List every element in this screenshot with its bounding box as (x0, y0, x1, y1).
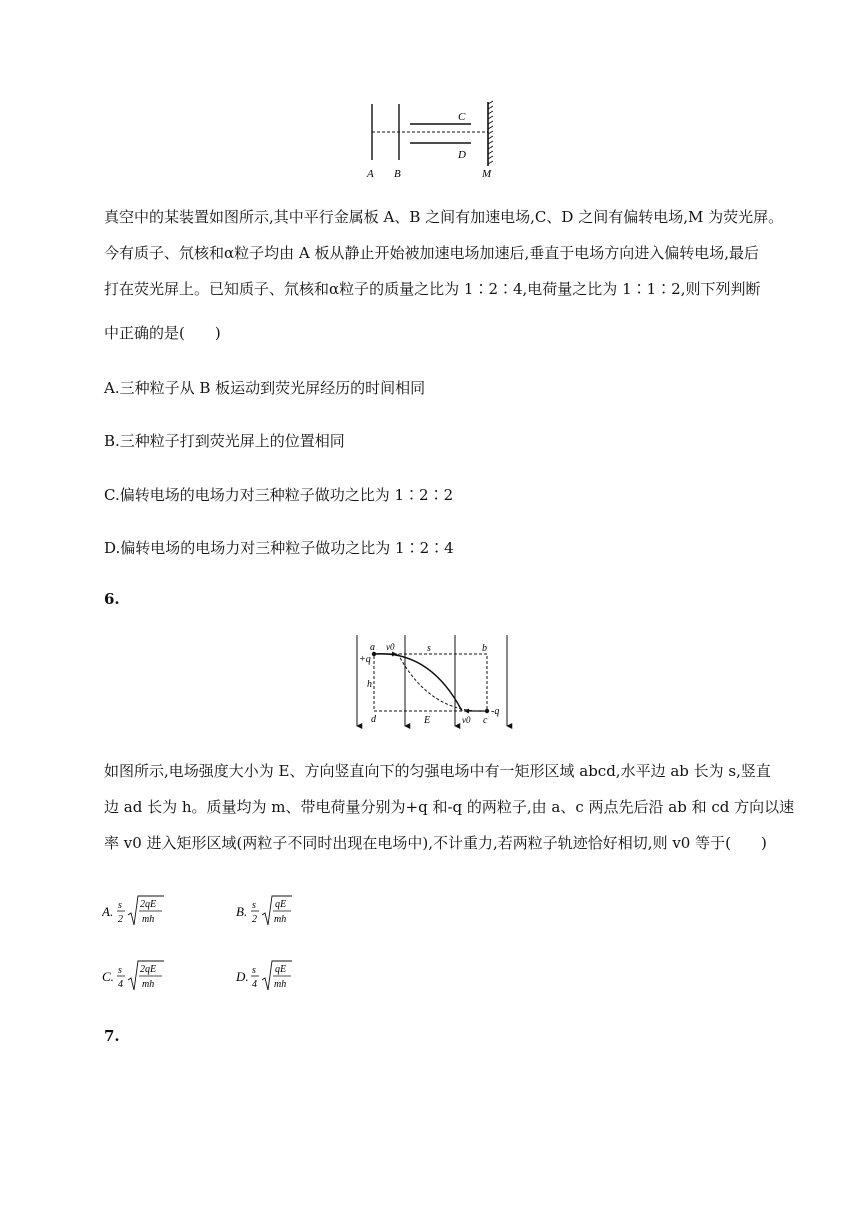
label-e: E (424, 715, 431, 726)
coef-denominator: 2 (252, 914, 257, 925)
label-s: s (427, 643, 431, 654)
label-plus-q: +q (359, 654, 371, 665)
q6-option-a (102, 893, 192, 929)
coef-numerator: s (252, 900, 256, 911)
q6-option-d (236, 958, 326, 994)
q6-stem-line-3: 率 v0 进入矩形区域(两粒子不同时出现在电场中),不计重力,若两粒子轨迹恰好相切,则 v0 等于( ) (104, 834, 767, 852)
rad-denominator: mh (142, 914, 155, 925)
label-h: h (367, 679, 372, 690)
coef-numerator: s (118, 900, 122, 911)
rad-denominator: mh (142, 979, 155, 990)
label-b-point: b (482, 643, 487, 654)
coef-denominator: 4 (252, 979, 257, 990)
coef-denominator: 4 (118, 979, 123, 990)
q5-stem-line-4: 中正确的是( ) (104, 324, 221, 342)
label-v0-top: v0 (386, 642, 395, 652)
rad-numerator: qE (275, 899, 287, 910)
coef-numerator: s (252, 965, 256, 976)
coef-numerator: s (118, 965, 122, 976)
q6-option-b (236, 893, 326, 929)
label-d: D (458, 149, 466, 161)
q5-stem-line-3: 打在荧光屏上。已知质子、氘核和α粒子的质量之比为 1∶2∶4,电荷量之比为 1∶1∶2,则下列判断 (104, 280, 761, 298)
q5-option-b: B.三种粒子打到荧光屏上的位置相同 (104, 432, 345, 450)
rad-denominator: mh (274, 979, 287, 990)
q5-option-c: C.偏转电场的电场力对三种粒子做功之比为 1∶2∶2 (104, 486, 454, 504)
option-letter: D. (236, 969, 249, 984)
label-a: A (367, 168, 374, 180)
q5-stem-line-2: 今有质子、氘核和α粒子均由 A 板从静止开始被加速电场加速后,垂直于电场方向进入偏转电场,最后 (104, 244, 760, 262)
q6-option-c (102, 958, 192, 994)
field-region-figure (350, 632, 520, 730)
particle-c (485, 709, 489, 713)
rad-numerator: 2qE (140, 899, 157, 910)
label-c-point: c (483, 715, 488, 726)
apparatus-figure (360, 100, 500, 182)
rad-denominator: mh (274, 914, 287, 925)
label-m: M (482, 168, 492, 180)
label-minus-q: -q (491, 706, 500, 717)
option-letter: B. (236, 904, 248, 919)
q6-stem-line-1: 如图所示,电场强度大小为 E、方向竖直向下的匀强电场中有一矩形区域 abcd,水平边 ab 长为 s,竖直 (104, 762, 771, 780)
q6-stem-line-2: 边 ad 长为 h。质量均为 m、带电荷量分别为+q 和-q 的两粒子,由 a、c 两点先后沿 ab 和 cd 方向以速 (104, 798, 795, 816)
rad-numerator: qE (275, 964, 287, 975)
label-b: B (394, 168, 401, 180)
label-a-point: a (370, 642, 375, 653)
q5-option-a: A.三种粒子从 B 板运动到荧光屏经历的时间相同 (104, 379, 426, 397)
q5-option-d: D.偏转电场的电场力对三种粒子做功之比为 1∶2∶4 (104, 539, 454, 557)
coef-denominator: 2 (118, 914, 123, 925)
option-letter: A. (102, 904, 114, 919)
q5-stem-line-1: 真空中的某装置如图所示,其中平行金属板 A、B 之间有加速电场,C、D 之间有偏转电场,M 为荧光屏。 (104, 208, 784, 226)
q7-number: 7. (104, 1027, 120, 1045)
q6-number: 6. (104, 590, 120, 608)
label-d-point: d (371, 714, 376, 725)
rectangle-abcd (374, 654, 487, 711)
label-v0-bottom: v0 (462, 715, 471, 725)
option-letter: C. (102, 969, 114, 984)
rad-numerator: 2qE (140, 964, 157, 975)
label-c: C (458, 111, 466, 123)
